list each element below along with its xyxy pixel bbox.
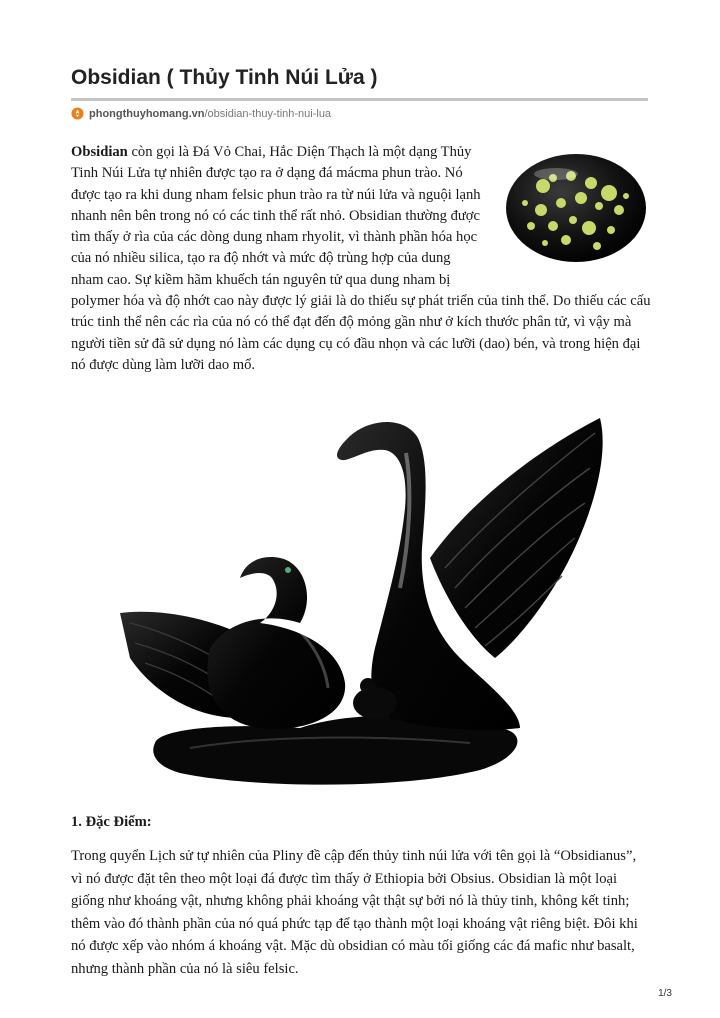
obsidian-stone-image bbox=[501, 148, 651, 268]
section-paragraph: Trong quyển Lịch sử tự nhiên của Pliny đề cập đến thủy tinh núi lửa với tên gọi là “Obsidianus”, vì nó được đặt tên theo một loại đá được tìm thấy ở Ethiopia bởi Obsius. Obsidian là một loại giống như khoáng vật, nhưng không phải khoáng vật thật sự bởi nó là thủy tinh, không kết tinh; thêm vào đó thành phần của nó quá phức tạp để tạo thành một loại khoáng vật riêng biệt. Đôi khi nó được xếp vào nhóm á khoáng vật. Mặc dù obsidian có màu tối giống các đá mafic như basalt, nhưng thành phần của nó là siêu felsic. bbox=[71, 848, 638, 977]
intro-bold-term: Obsidian bbox=[71, 144, 128, 160]
section-heading: 1. Đặc Điểm: bbox=[71, 814, 152, 830]
title-divider bbox=[71, 98, 648, 101]
source-path: /obsidian-thuy-tinh-nui-lua bbox=[204, 107, 332, 120]
obsidian-swan-sculpture-image bbox=[100, 398, 620, 798]
source-url[interactable] bbox=[71, 107, 331, 120]
page-number: 1/3 bbox=[658, 988, 672, 999]
site-logo-icon bbox=[71, 107, 84, 120]
article-title: Obsidian ( Thủy Tinh Núi Lửa ) bbox=[71, 66, 378, 89]
source-domain: phongthuyhomang.vn bbox=[89, 107, 205, 120]
intro-text: còn gọi là Đá Vỏ Chai, Hắc Diện Thạch là một dạng Thủy Tinh Núi Lửa tự nhiên được tạo ra ở dạng đá mácma phun trào. Nó được tạo ra khi dung nham felsic phun trào ra từ núi lửa và nguội lạnh nhanh nên bên trong nó có các tinh thể rất nhỏ. Obsidian thường được tìm thấy ở rìa của các dòng dung nham rhyolit, vì thành phần hóa học của nó nhiều silica, tạo ra độ nhớt và mức độ trùng hợp của dung nham cao. Sự kiềm hãm khuếch tán nguyên tử qua dung nham bị polymer hóa và độ nhớt cao này được lý giải là do thiếu sự phát triển của tinh thể. Do thiếu các cấu trúc tinh thể nên các rìa của nó có thể đạt đến độ mỏng gần như ở kích thước phân tử, vì vậy mà người tiền sử đã sử dụng nó làm các dụng cụ có đầu nhọn và các lưỡi (dao) bén, và trong hiện đại nó được dùng làm lưỡi dao mổ. bbox=[71, 144, 651, 373]
intro-section bbox=[71, 142, 651, 376]
